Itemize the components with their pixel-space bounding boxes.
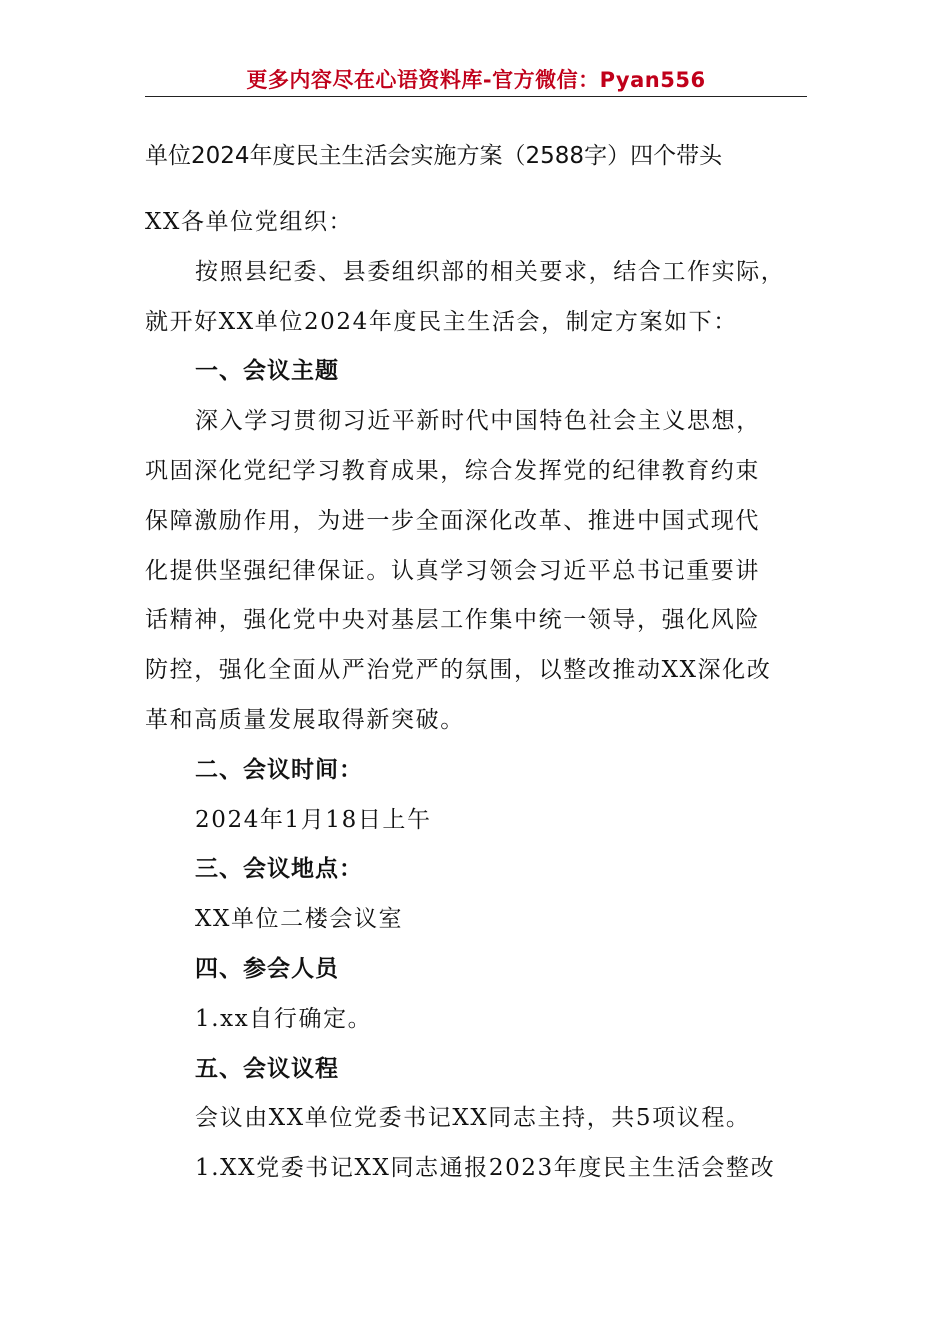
paragraph-line: 防控，强化全面从严治党严的氛围，以整改推动XX深化改	[145, 657, 772, 684]
document-body	[145, 203, 813, 1199]
paragraph-line: 巩固深化党纪学习教育成果，综合发挥党的纪律教育约束	[145, 457, 760, 484]
attendees: 1.xx自行确定。	[195, 1005, 373, 1032]
section-heading: 五、会议议程	[195, 1055, 339, 1082]
section-heading: 四、参会人员	[195, 955, 339, 982]
document-title: 单位2024年度民主生活会实施方案（2588字）四个带头	[145, 143, 723, 169]
section-heading: 三、会议地点：	[195, 856, 363, 883]
header-divider	[145, 96, 807, 97]
paragraph-line: 革和高质量发展取得新突破。	[145, 706, 465, 733]
paragraph-line: 保障激励作用，为进一步全面深化改革、推进中国式现代	[145, 507, 760, 534]
meeting-location: XX单位二楼会议室	[195, 906, 404, 933]
section-heading: 二、会议时间：	[195, 756, 363, 783]
paragraph-line: 深入学习贯彻习近平新时代中国特色社会主义思想，	[195, 408, 761, 435]
paragraph-line: 话精神，强化党中央对基层工作集中统一领导，强化风险	[145, 607, 760, 634]
paragraph-line: 会议由XX单位党委书记XX同志主持，共5项议程。	[195, 1105, 751, 1132]
paragraph-line: 1.XX党委书记XX同志通报2023年度民主生活会整改	[195, 1155, 776, 1182]
intro-line: 按照县纪委、县委组织部的相关要求，结合工作实际，	[195, 258, 786, 285]
intro-line: 就开好XX单位2024年度民主生活会，制定方案如下：	[145, 308, 738, 335]
meeting-time: 2024年1月18日上午	[195, 806, 432, 833]
paragraph-line: 化提供坚强纪律保证。认真学习领会习近平总书记重要讲	[145, 557, 760, 584]
page-header-watermark: 更多内容尽在心语资料库-官方微信：Pyan556	[246, 68, 706, 92]
salutation: XX各单位党组织：	[145, 209, 354, 235]
section-heading: 一、会议主题	[195, 358, 339, 385]
